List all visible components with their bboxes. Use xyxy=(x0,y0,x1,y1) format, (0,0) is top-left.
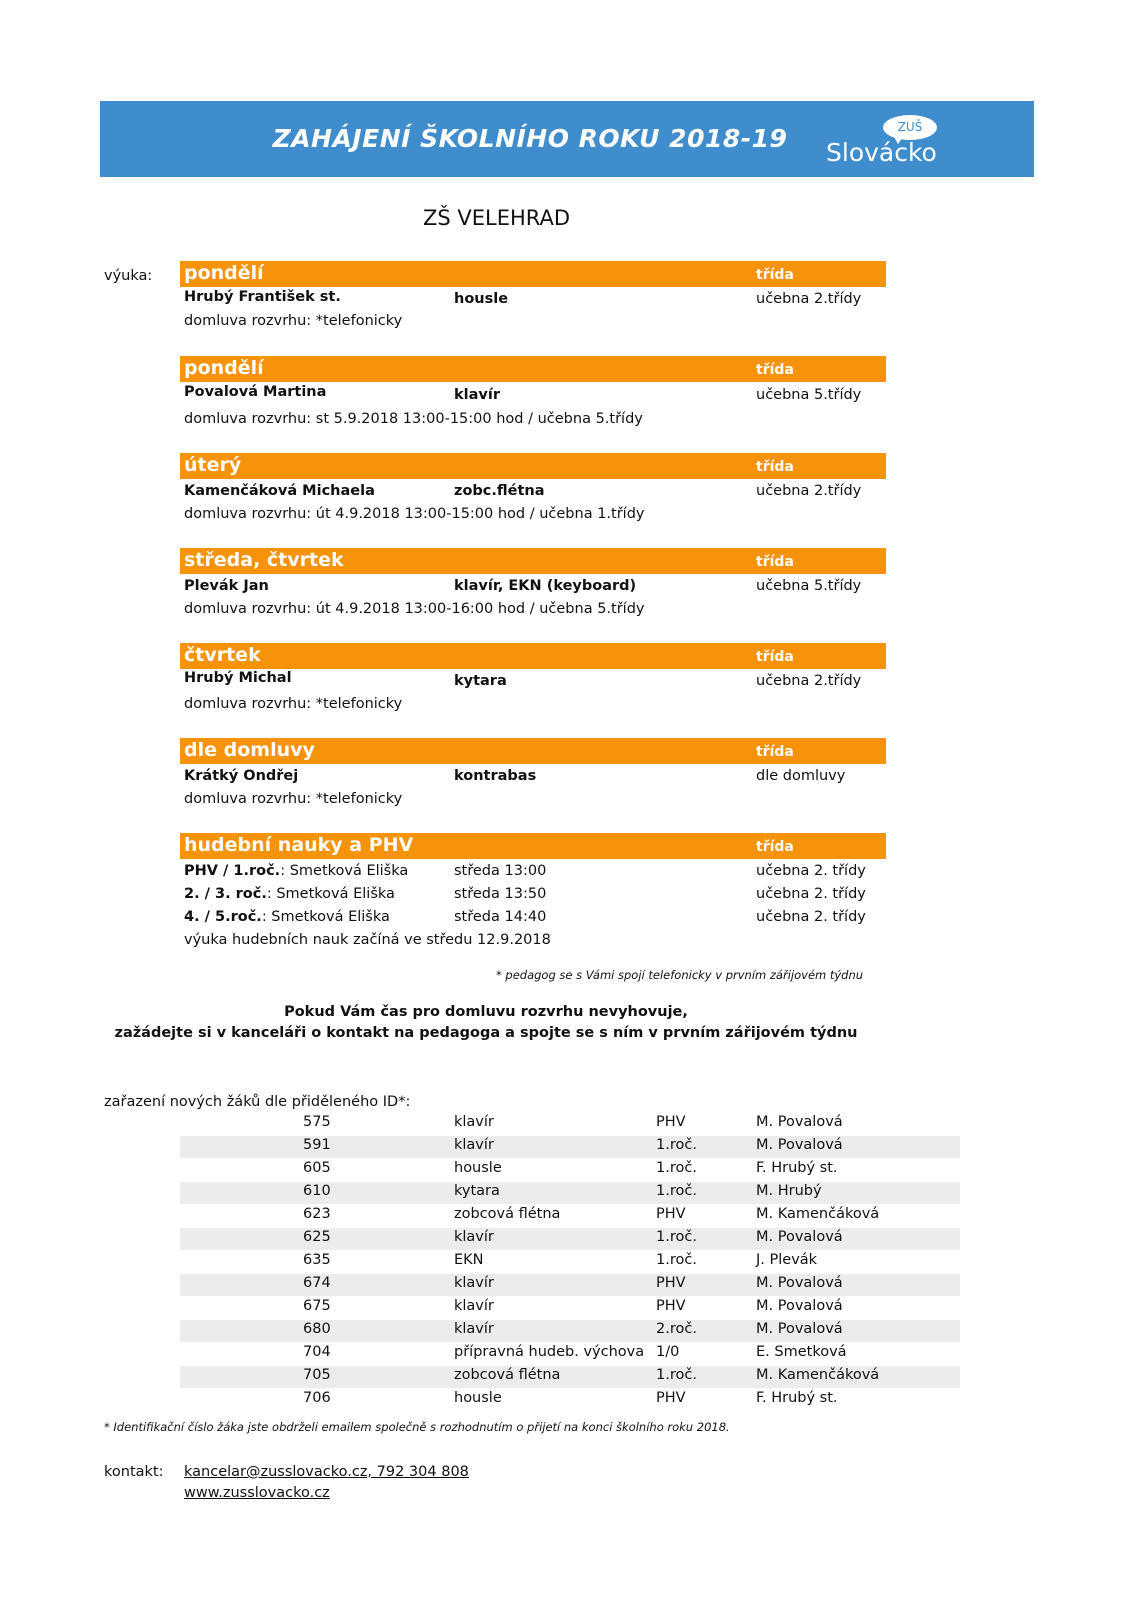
lesson-instrument: kytara xyxy=(454,673,507,689)
student-instrument: klavír xyxy=(454,1114,494,1130)
lesson-note: domluva rozvrhu: *telefonicky xyxy=(184,791,403,807)
student-id: 635 xyxy=(303,1252,331,1268)
student-instrument: zobcová flétna xyxy=(454,1367,561,1383)
lesson-room: učebna 2.třídy xyxy=(756,291,862,307)
student-grade: 2.roč. xyxy=(656,1321,697,1337)
student-teacher: M. Kamenčáková xyxy=(756,1206,880,1222)
logo: Slovácko xyxy=(826,138,937,167)
table-row-stripe xyxy=(180,1182,960,1204)
student-id: 705 xyxy=(303,1367,331,1383)
student-id: 591 xyxy=(303,1137,331,1153)
lesson-room: učebna 2.třídy xyxy=(756,483,862,499)
nauky-teacher: : Smetková Eliška xyxy=(280,863,409,879)
student-teacher: E. Smetková xyxy=(756,1344,847,1360)
student-grade: PHV xyxy=(656,1275,686,1291)
lesson-day-bar xyxy=(180,738,886,764)
student-instrument: klavír xyxy=(454,1298,494,1314)
trida-label: třída xyxy=(756,744,794,760)
school-name: ZŠ VELEHRAD xyxy=(423,206,571,230)
lesson-day-bar xyxy=(180,453,886,479)
student-instrument: klavír xyxy=(454,1321,494,1337)
student-teacher: M. Hrubý xyxy=(756,1183,822,1199)
lesson-note: domluva rozvrhu: út 4.9.2018 13:00-15:00 hod / učebna 1.třídy xyxy=(184,506,645,522)
lesson-teacher: Plevák Jan xyxy=(184,578,269,594)
nauky-room: učebna 2. třídy xyxy=(756,863,866,879)
nauky-row xyxy=(184,909,390,925)
trida-label: třída xyxy=(756,554,794,570)
lesson-day: středa, čtvrtek xyxy=(184,549,344,571)
student-teacher: F. Hrubý st. xyxy=(756,1390,838,1406)
table-row-stripe xyxy=(180,1320,960,1342)
lesson-day: čtvrtek xyxy=(184,644,261,666)
student-grade: 1.roč. xyxy=(656,1229,697,1245)
lesson-day: pondělí xyxy=(184,262,264,284)
student-id: 680 xyxy=(303,1321,331,1337)
nauky-grade: 2. / 3. roč. xyxy=(184,886,267,902)
table-row-stripe xyxy=(180,1136,960,1158)
new-students-label: zařazení nových žáků dle přiděleného ID*: xyxy=(104,1094,411,1110)
notice-line-2: zažádejte si v kanceláři o kontakt na pedagoga a spojte se s ním v prvním zářijovém týdnu xyxy=(114,1025,858,1041)
website-link[interactable]: www.zusslovacko.cz xyxy=(184,1485,330,1501)
trida-label: třída xyxy=(756,649,794,665)
nauky-teacher: : Smetková Eliška xyxy=(261,909,390,925)
nauky-row xyxy=(184,863,408,879)
student-grade: PHV xyxy=(656,1114,686,1130)
nauky-day-bar xyxy=(180,833,886,859)
student-id: 623 xyxy=(303,1206,331,1222)
lesson-instrument: kontrabas xyxy=(454,768,537,784)
student-id: 625 xyxy=(303,1229,331,1245)
vyuka-label: výuka: xyxy=(104,268,153,284)
lesson-teacher: Hrubý Michal xyxy=(184,670,292,686)
nauky-note: výuka hudebních nauk začíná ve středu 12.9.2018 xyxy=(184,932,551,948)
lesson-room: učebna 5.třídy xyxy=(756,578,862,594)
lesson-instrument: klavír, EKN (keyboard) xyxy=(454,578,637,594)
student-teacher: F. Hrubý st. xyxy=(756,1160,838,1176)
student-grade: 1.roč. xyxy=(656,1160,697,1176)
nauky-time: středa 13:00 xyxy=(454,863,547,879)
table-row-stripe xyxy=(180,1228,960,1250)
student-instrument: EKN xyxy=(454,1252,484,1268)
student-instrument: klavír xyxy=(454,1137,494,1153)
lesson-room: učebna 2.třídy xyxy=(756,673,862,689)
lesson-instrument: klavír xyxy=(454,387,500,403)
student-id: 704 xyxy=(303,1344,331,1360)
lesson-teacher: Hrubý František st. xyxy=(184,289,341,305)
lesson-room: dle domluvy xyxy=(756,768,846,784)
student-teacher: M. Povalová xyxy=(756,1114,843,1130)
lesson-instrument: zobc.flétna xyxy=(454,483,545,499)
student-teacher: M. Kamenčáková xyxy=(756,1367,880,1383)
lesson-note: domluva rozvrhu: *telefonicky xyxy=(184,696,403,712)
lesson-note: domluva rozvrhu: út 4.9.2018 13:00-16:00 hod / učebna 5.třídy xyxy=(184,601,645,617)
table-row-stripe xyxy=(180,1274,960,1296)
student-grade: PHV xyxy=(656,1298,686,1314)
contact-label: kontakt: xyxy=(104,1464,164,1480)
nauky-teacher: : Smetková Eliška xyxy=(266,886,395,902)
student-id: 674 xyxy=(303,1275,331,1291)
student-grade: 1.roč. xyxy=(656,1137,697,1153)
student-instrument: klavír xyxy=(454,1229,494,1245)
student-instrument: zobcová flétna xyxy=(454,1206,561,1222)
lesson-teacher: Krátký Ondřej xyxy=(184,768,299,784)
student-id: 605 xyxy=(303,1160,331,1176)
nauky-time: středa 14:40 xyxy=(454,909,547,925)
student-grade: 1.roč. xyxy=(656,1252,697,1268)
nauky-room: učebna 2. třídy xyxy=(756,909,866,925)
student-teacher: M. Povalová xyxy=(756,1275,843,1291)
nauky-title: hudební nauky a PHV xyxy=(184,834,414,856)
lesson-note: domluva rozvrhu: *telefonicky xyxy=(184,313,403,329)
lesson-day-bar xyxy=(180,261,886,287)
student-teacher: M. Povalová xyxy=(756,1298,843,1314)
student-grade: 1.roč. xyxy=(656,1367,697,1383)
student-teacher: M. Povalová xyxy=(756,1321,843,1337)
lesson-teacher: Povalová Martina xyxy=(184,384,327,400)
lesson-day: úterý xyxy=(184,454,242,476)
trida-label: třída xyxy=(756,267,794,283)
nauky-row xyxy=(184,886,395,902)
student-teacher: J. Plevák xyxy=(756,1252,818,1268)
nauky-grade: PHV / 1.roč. xyxy=(184,863,281,879)
student-instrument: klavír xyxy=(454,1275,494,1291)
student-grade: 1.roč. xyxy=(656,1183,697,1199)
trida-label: třída xyxy=(756,459,794,475)
lesson-day: dle domluvy xyxy=(184,739,315,761)
contact-email-phone-link[interactable]: kancelar@zusslovacko.cz, 792 304 808 xyxy=(184,1464,469,1480)
student-grade: PHV xyxy=(656,1390,686,1406)
student-id: 610 xyxy=(303,1183,331,1199)
student-id: 706 xyxy=(303,1390,331,1406)
student-teacher: M. Povalová xyxy=(756,1229,843,1245)
lesson-room: učebna 5.třídy xyxy=(756,387,862,403)
student-instrument: housle xyxy=(454,1160,502,1176)
student-instrument: přípravná hudeb. výchova xyxy=(454,1344,645,1360)
student-instrument: kytara xyxy=(454,1183,500,1199)
trida-label: třída xyxy=(756,362,794,378)
student-teacher: M. Povalová xyxy=(756,1137,843,1153)
lesson-day-bar xyxy=(180,643,886,669)
student-id: 575 xyxy=(303,1114,331,1130)
lesson-day-bar xyxy=(180,548,886,574)
page-title: ZAHÁJENÍ ŠKOLNÍHO ROKU 2018-19 xyxy=(272,124,788,153)
lesson-day-bar xyxy=(180,356,886,382)
notice-line-1: Pokud Vám čas pro domluvu rozvrhu nevyhovuje, xyxy=(284,1004,688,1020)
nauky-room: učebna 2. třídy xyxy=(756,886,866,902)
student-id: 675 xyxy=(303,1298,331,1314)
pedagog-footnote: * pedagog se s Vámi spojí telefonicky v prvním zářijovém týdnu xyxy=(496,968,864,982)
nauky-grade: 4. / 5.roč. xyxy=(184,909,262,925)
student-grade: PHV xyxy=(656,1206,686,1222)
lesson-note: domluva rozvrhu: st 5.9.2018 13:00-15:00 hod / učebna 5.třídy xyxy=(184,411,643,427)
lesson-instrument: housle xyxy=(454,291,509,307)
trida-label: třída xyxy=(756,839,794,855)
lesson-day: pondělí xyxy=(184,357,264,379)
nauky-time: středa 13:50 xyxy=(454,886,547,902)
logo-bubble: ZUŠ xyxy=(883,115,937,140)
lesson-teacher: Kamenčáková Michaela xyxy=(184,483,375,499)
student-grade: 1/0 xyxy=(656,1344,680,1360)
id-footnote: * Identifikační číslo žáka jste obdrželi emailem společně s rozhodnutím o přijetí na konci školního roku 2018. xyxy=(104,1420,730,1434)
student-instrument: housle xyxy=(454,1390,502,1406)
